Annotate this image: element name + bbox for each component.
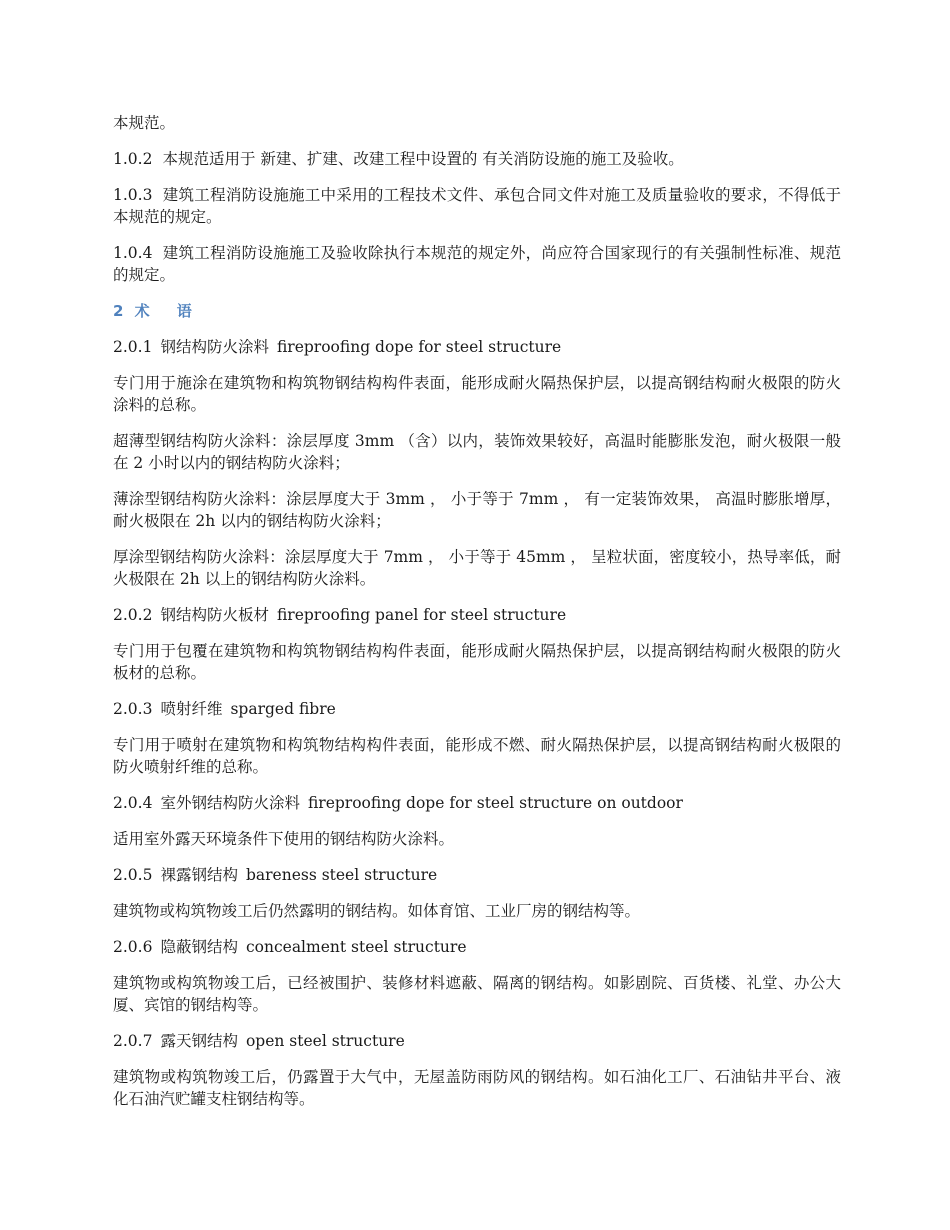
section-title-b: 语 xyxy=(176,302,193,320)
section-title-a: 术 xyxy=(134,302,151,320)
clause-text: 建筑工程消防设施施工中采用的工程技术文件、承包合同文件对施工及质量验收的要求，不得低于本规范的规定。 xyxy=(113,186,841,226)
term-zh: 钢结构防火涂料 xyxy=(160,338,269,356)
term-code: 2.0.1 xyxy=(113,338,153,356)
term-2-0-7 xyxy=(113,1030,841,1052)
term-zh: 喷射纤维 xyxy=(160,700,223,718)
term-definition: 超薄型钢结构防火涂料：涂层厚度 3mm （含）以内，装饰效果较好，高温时能膨胀发泡，耐火极限一般在 2 小时以内的钢结构防火涂料； xyxy=(113,432,841,472)
term-code: 2.0.6 xyxy=(113,938,153,956)
clause-code: 1.0.4 xyxy=(113,244,153,262)
term-en: bareness steel structure xyxy=(245,866,438,884)
section-number: 2 xyxy=(113,302,125,320)
term-2-0-5 xyxy=(113,864,841,886)
term-code: 2.0.7 xyxy=(113,1032,153,1050)
clause-code: 1.0.3 xyxy=(113,186,153,204)
term-code: 2.0.4 xyxy=(113,794,153,812)
term-en: fireproofing panel for steel structure xyxy=(276,606,567,624)
term-en: open steel structure xyxy=(245,1032,405,1050)
term-definition: 建筑物或构筑物竣工后仍然露明的钢结构。如体育馆、工业厂房的钢结构等。 xyxy=(113,902,641,920)
clause-1-0-3 xyxy=(113,184,841,228)
term-definition: 专门用于包覆在建筑物和构筑物钢结构构件表面，能形成耐火隔热保护层，以提高钢结构耐火极限的防火板材的总称。 xyxy=(113,642,841,682)
term-zh: 露天钢结构 xyxy=(160,1032,238,1050)
term-definition: 建筑物或构筑物竣工后，已经被围护、装修材料遮蔽、隔离的钢结构。如影剧院、百货楼、礼堂、办公大厦、宾馆的钢结构等。 xyxy=(113,974,841,1014)
term-definition: 适用室外露天环境条件下使用的钢结构防火涂料。 xyxy=(113,830,455,848)
term-en: fireproofing dope for steel structure xyxy=(276,338,562,356)
term-definition: 专门用于喷射在建筑物和构筑物结构构件表面，能形成不燃、耐火隔热保护层，以提高钢结构耐火极限的防火喷射纤维的总称。 xyxy=(113,736,841,776)
document-page xyxy=(113,112,841,1124)
term-zh: 钢结构防火板材 xyxy=(160,606,269,624)
term-code: 2.0.5 xyxy=(113,866,153,884)
clause-code: 1.0.2 xyxy=(113,150,153,168)
term-2-0-4 xyxy=(113,792,841,814)
term-definition: 厚涂型钢结构防火涂料：涂层厚度大于 7mm ， 小于等于 45mm ， 呈粒状面，密度较小，热导率低，耐火极限在 2h 以上的钢结构防火涂料。 xyxy=(113,548,841,588)
term-en: sparged fibre xyxy=(230,700,336,718)
term-2-0-3 xyxy=(113,698,841,720)
section-heading-terms xyxy=(113,300,841,322)
clause-text: 本规范适用于 新建、扩建、改建工程中设置的 有关消防设施的施工及验收。 xyxy=(162,150,684,168)
clause-text: 建筑工程消防设施施工及验收除执行本规范的规定外，尚应符合国家现行的有关强制性标准、规范的规定。 xyxy=(113,244,841,284)
term-2-0-1 xyxy=(113,336,841,358)
term-definition: 薄涂型钢结构防火涂料：涂层厚度大于 3mm ， 小于等于 7mm ， 有一定装饰效果， 高温时膨胀增厚，耐火极限在 2h 以内的钢结构防火涂料； xyxy=(113,490,841,530)
clause-1-0-4 xyxy=(113,242,841,286)
term-en: fireproofing dope for steel structure on outdoor xyxy=(307,794,683,812)
term-zh: 室外钢结构防火涂料 xyxy=(160,794,300,812)
intro-tail: 本规范。 xyxy=(113,114,176,132)
term-2-0-6 xyxy=(113,936,841,958)
term-definition: 专门用于施涂在建筑物和构筑物钢结构构件表面，能形成耐火隔热保护层，以提高钢结构耐火极限的防火涂料的总称。 xyxy=(113,374,841,414)
term-definition: 建筑物或构筑物竣工后，仍露置于大气中，无屋盖防雨防风的钢结构。如石油化工厂、石油钻井平台、液化石油汽贮罐支柱钢结构等。 xyxy=(113,1068,841,1108)
term-zh: 隐蔽钢结构 xyxy=(160,938,238,956)
term-zh: 裸露钢结构 xyxy=(160,866,238,884)
term-code: 2.0.2 xyxy=(113,606,153,624)
clause-1-0-2 xyxy=(113,148,841,170)
term-code: 2.0.3 xyxy=(113,700,153,718)
term-en: concealment steel structure xyxy=(245,938,467,956)
term-2-0-2 xyxy=(113,604,841,626)
